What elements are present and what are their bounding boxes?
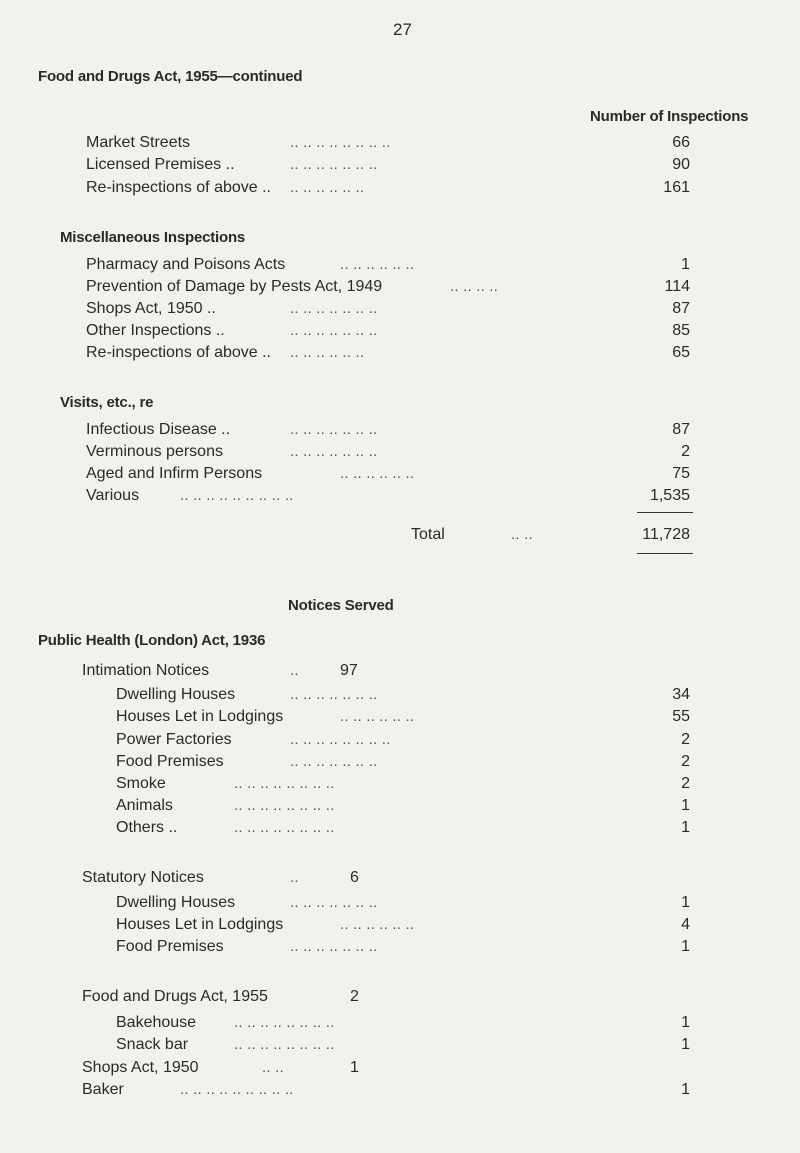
row-value: 1,535 — [649, 487, 690, 504]
row-value: 161 — [663, 179, 690, 196]
leader-dots: .. .. .. .. .. .. .. .. — [234, 1014, 335, 1031]
total-value: 11,728 — [642, 526, 690, 543]
row-label: Infectious Disease .. — [86, 421, 231, 438]
intimation-label: Intimation Notices — [82, 662, 210, 679]
row-label: Various — [86, 487, 140, 504]
leader-dots: .. .. .. .. .. .. .. — [290, 443, 378, 460]
row-label: Market Streets — [86, 134, 191, 151]
misc-heading: Miscellaneous Inspections — [60, 229, 246, 246]
row-label: Bakehouse — [116, 1014, 197, 1031]
leader-dots: .. .. .. .. .. .. .. .. .. — [180, 1081, 294, 1098]
row-label: Shops Act, 1950 .. — [86, 300, 216, 317]
statutory-label: Statutory Notices — [82, 869, 204, 886]
leader-dots: .. .. .. .. .. .. — [340, 256, 415, 273]
leader-dots: .. .. .. .. .. .. .. — [290, 156, 378, 173]
row-label: Animals — [116, 797, 173, 814]
row-value: 1 — [681, 797, 690, 814]
row-label: Snack bar — [116, 1036, 189, 1053]
intimation-count: 97 — [340, 662, 358, 679]
row-label: Dwelling Houses — [116, 894, 236, 911]
total-label: Total — [411, 526, 445, 543]
row-label: Houses Let in Lodgings — [116, 708, 284, 725]
leader-dots: .. .. — [511, 526, 533, 543]
leader-dots: .. .. .. .. .. .. .. — [290, 753, 378, 770]
row-value: 1 — [681, 938, 690, 955]
leader-dots: .. — [290, 869, 299, 886]
row-label: Food Premises — [116, 753, 224, 770]
total-rule-top — [637, 512, 693, 513]
row-value: 87 — [672, 300, 690, 317]
row-label: Other Inspections .. — [86, 322, 225, 339]
total-rule-bottom — [637, 553, 693, 554]
row-value: 34 — [672, 686, 690, 703]
leader-dots: .. .. .. .. .. .. — [340, 708, 415, 725]
section-heading: Food and Drugs Act, 1955—continued — [38, 68, 303, 85]
leader-dots: .. .. .. .. .. .. .. .. .. — [180, 487, 294, 504]
leader-dots: .. .. .. .. .. .. .. — [290, 322, 378, 339]
row-value: 1 — [681, 894, 690, 911]
row-label: Prevention of Damage by Pests Act, 1949 — [86, 278, 383, 295]
row-label: Dwelling Houses — [116, 686, 236, 703]
row-value: 66 — [672, 134, 690, 151]
row-label: Verminous persons — [86, 443, 223, 460]
row-label: Others .. — [116, 819, 178, 836]
leader-dots: .. .. .. .. .. .. — [340, 916, 415, 933]
row-value: 2 — [681, 731, 690, 748]
leader-dots: .. .. .. .. .. .. .. .. — [234, 775, 335, 792]
leader-dots: .. .. .. .. .. .. .. — [290, 421, 378, 438]
leader-dots: .. .. .. .. .. .. .. — [290, 686, 378, 703]
row-label: Aged and Infirm Persons — [86, 465, 263, 482]
visits-heading: Visits, etc., re — [60, 394, 154, 411]
row-value: 75 — [672, 465, 690, 482]
row-label: Re-inspections of above .. — [86, 179, 271, 196]
shops-label: Shops Act, 1950 — [82, 1059, 199, 1076]
shops-count: 1 — [350, 1059, 359, 1076]
row-label: Food Premises — [116, 938, 224, 955]
fda-count: 2 — [350, 988, 359, 1005]
leader-dots: .. .. .. .. .. .. .. — [290, 894, 378, 911]
fda-label: Food and Drugs Act, 1955 — [82, 988, 268, 1005]
leader-dots: .. .. — [262, 1059, 284, 1076]
row-value: 1 — [681, 819, 690, 836]
leader-dots: .. .. .. .. .. .. — [340, 465, 415, 482]
leader-dots: .. .. .. .. .. .. .. — [290, 938, 378, 955]
row-value: 1 — [681, 1081, 690, 1098]
row-value: 114 — [664, 278, 690, 295]
row-value: 85 — [672, 322, 690, 339]
leader-dots: .. .. .. .. .. .. — [290, 344, 365, 361]
page-number: 27 — [393, 20, 412, 39]
row-label: Pharmacy and Poisons Acts — [86, 256, 286, 273]
row-value: 90 — [672, 156, 690, 173]
row-value: 65 — [672, 344, 690, 361]
row-label: Houses Let in Lodgings — [116, 916, 284, 933]
leader-dots: .. .. .. .. .. .. .. .. — [234, 797, 335, 814]
row-value: 2 — [681, 443, 690, 460]
row-label: Baker — [82, 1081, 124, 1098]
row-label: Licensed Premises .. — [86, 156, 235, 173]
leader-dots: .. .. .. .. .. .. .. .. — [234, 1036, 335, 1053]
row-value: 1 — [681, 256, 690, 273]
row-label: Smoke — [116, 775, 166, 792]
statutory-count: 6 — [350, 869, 359, 886]
row-label: Re-inspections of above .. — [86, 344, 271, 361]
leader-dots: .. .. .. .. — [450, 278, 499, 295]
leader-dots: .. .. .. .. .. .. .. .. — [290, 134, 391, 151]
column-header: Number of Inspections — [590, 108, 749, 125]
row-value: 1 — [681, 1036, 690, 1053]
row-value: 4 — [681, 916, 690, 933]
leader-dots: .. .. .. .. .. .. .. — [290, 300, 378, 317]
row-label: Power Factories — [116, 731, 232, 748]
leader-dots: .. .. .. .. .. .. .. .. — [234, 819, 335, 836]
leader-dots: .. .. .. .. .. .. — [290, 179, 365, 196]
row-value: 87 — [672, 421, 690, 438]
row-value: 1 — [681, 1014, 690, 1031]
leader-dots: .. .. .. .. .. .. .. .. — [290, 731, 391, 748]
notices-heading: Notices Served — [288, 597, 394, 614]
row-value: 55 — [672, 708, 690, 725]
public-health-heading: Public Health (London) Act, 1936 — [38, 632, 266, 649]
row-value: 2 — [681, 775, 690, 792]
leader-dots: .. — [290, 662, 299, 679]
row-value: 2 — [681, 753, 690, 770]
